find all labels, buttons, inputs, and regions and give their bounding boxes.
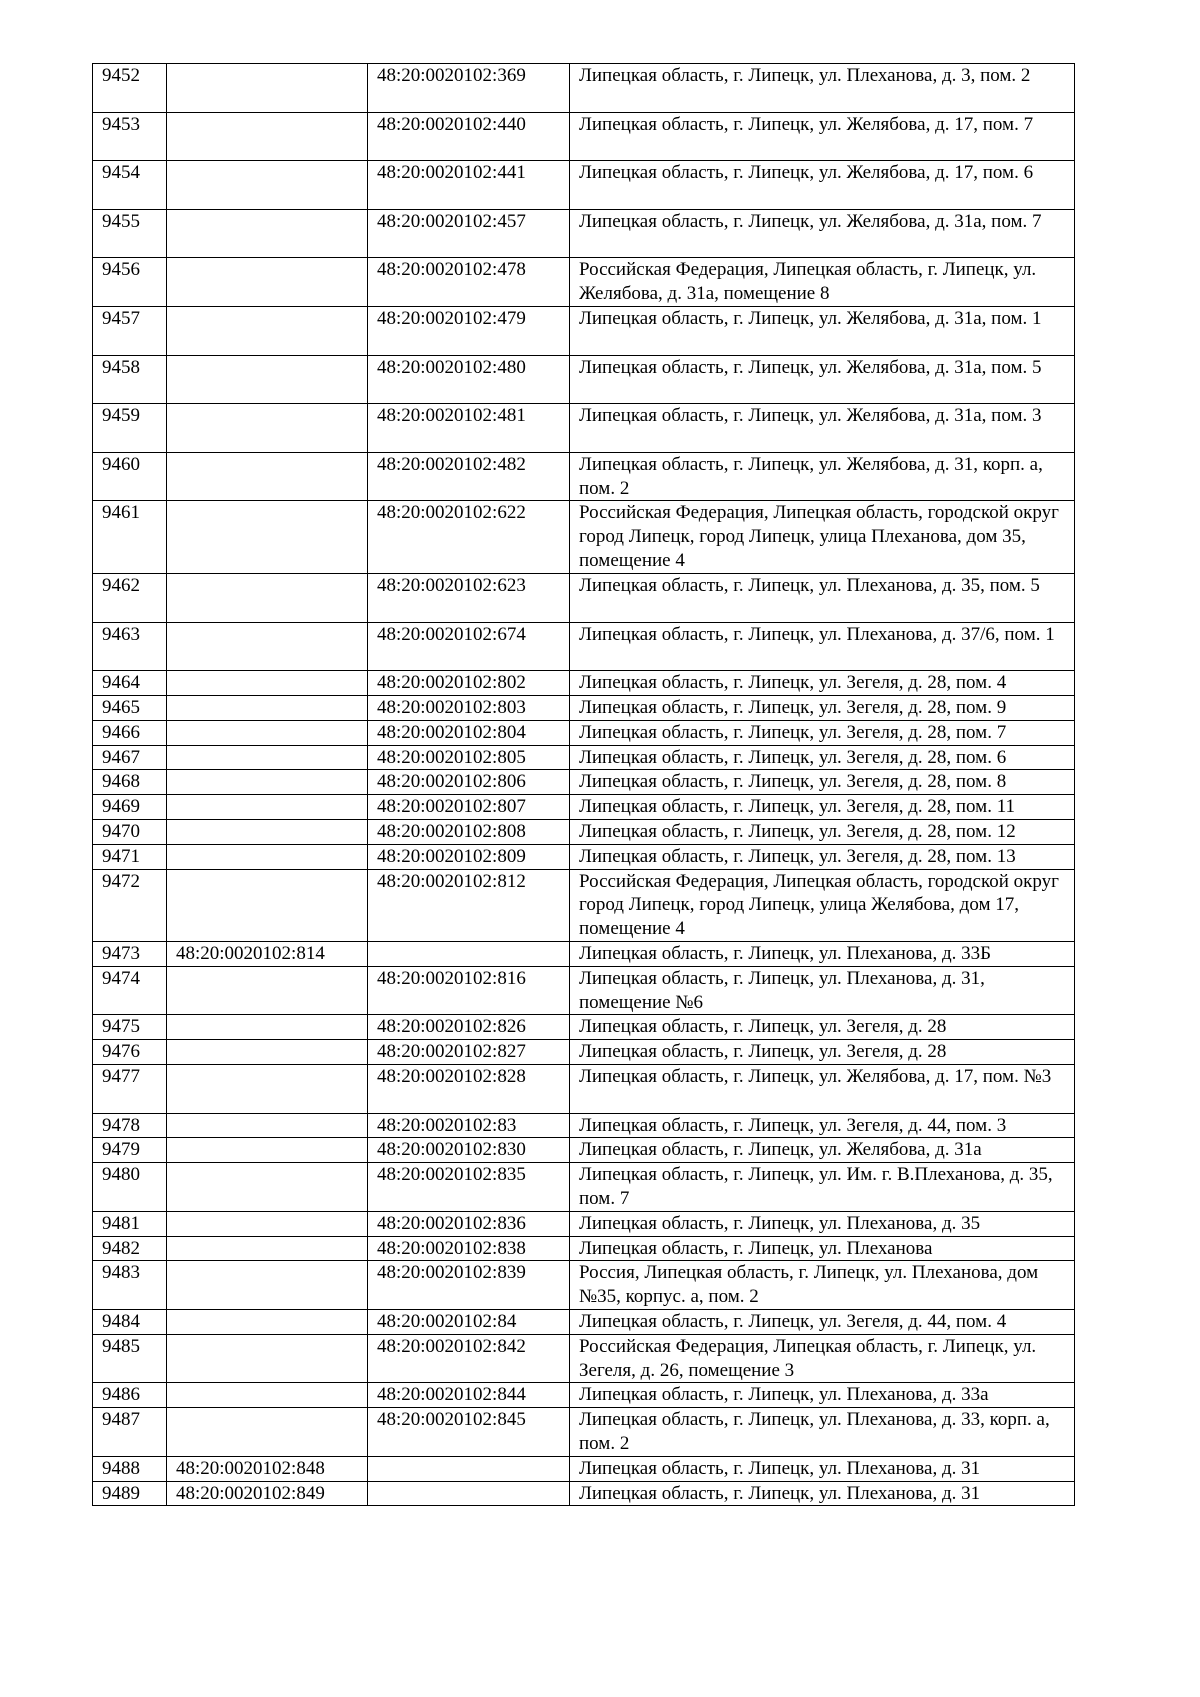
cell-cadastral-number-b: 48:20:0020102:830 — [368, 1138, 570, 1163]
cell-cadastral-number-b: 48:20:0020102:827 — [368, 1040, 570, 1065]
cell-cadastral-number-b: 48:20:0020102:84 — [368, 1310, 570, 1335]
cell-cadastral-number-a — [167, 819, 368, 844]
cell-number: 9482 — [93, 1236, 167, 1261]
cell-number: 9488 — [93, 1456, 167, 1481]
cell-cadastral-number-a — [167, 112, 368, 161]
cell-cadastral-number-a: 48:20:0020102:849 — [167, 1481, 368, 1506]
cell-address: Российская Федерация, Липецкая область, г. Липецк, ул. Зегеля, д. 26, помещение 3 — [570, 1334, 1075, 1383]
cell-cadastral-number-a — [167, 501, 368, 574]
table-row — [93, 404, 1075, 453]
cell-cadastral-number-a — [167, 966, 368, 1015]
cell-cadastral-number-a — [167, 695, 368, 720]
cell-address: Российская Федерация, Липецкая область, городской округ город Липецк, город Липецк, улица Желябова, дом 17, помещение 4 — [570, 869, 1075, 942]
cell-address: Липецкая область, г. Липецк, ул. Желябова, д. 31а, пом. 5 — [570, 355, 1075, 404]
cell-number: 9483 — [93, 1261, 167, 1310]
table-row — [93, 355, 1075, 404]
cell-address: Липецкая область, г. Липецк, ул. Плеханова, д. 35 — [570, 1211, 1075, 1236]
cell-number: 9459 — [93, 404, 167, 453]
cell-cadastral-number-b: 48:20:0020102:812 — [368, 869, 570, 942]
cell-cadastral-number-a — [167, 770, 368, 795]
table-row — [93, 1236, 1075, 1261]
cell-cadastral-number-a — [167, 1310, 368, 1335]
registry-table-body — [93, 64, 1075, 1506]
table-row — [93, 501, 1075, 574]
cell-address: Липецкая область, г. Липецк, ул. Желябова, д. 17, пом. №3 — [570, 1065, 1075, 1114]
cell-cadastral-number-a — [167, 1040, 368, 1065]
cell-address: Липецкая область, г. Липецк, ул. Плеханова, д. 31, помещение №6 — [570, 966, 1075, 1015]
cell-address: Липецкая область, г. Липецк, ул. Зегеля, д. 28, пом. 11 — [570, 795, 1075, 820]
table-row — [93, 795, 1075, 820]
table-row — [93, 819, 1075, 844]
table-row — [93, 1113, 1075, 1138]
table-row — [93, 209, 1075, 258]
cell-cadastral-number-b: 48:20:0020102:802 — [368, 671, 570, 696]
registry-table — [92, 63, 1075, 1506]
cell-address: Липецкая область, г. Липецк, ул. Зегеля, д. 28, пом. 7 — [570, 720, 1075, 745]
cell-number: 9474 — [93, 966, 167, 1015]
cell-number: 9463 — [93, 622, 167, 671]
document-page — [92, 63, 1074, 1506]
cell-cadastral-number-b: 48:20:0020102:83 — [368, 1113, 570, 1138]
cell-cadastral-number-b: 48:20:0020102:482 — [368, 452, 570, 501]
cell-number: 9469 — [93, 795, 167, 820]
cell-cadastral-number-b — [368, 1456, 570, 1481]
cell-address: Российская Федерация, Липецкая область, городской округ город Липецк, город Липецк, улица Плеханова, дом 35, помещение 4 — [570, 501, 1075, 574]
cell-address: Липецкая область, г. Липецк, ул. Плеханова, д. 31 — [570, 1456, 1075, 1481]
cell-address: Липецкая область, г. Липецк, ул. Плеханова, д. 33Б — [570, 942, 1075, 967]
cell-cadastral-number-b: 48:20:0020102:457 — [368, 209, 570, 258]
cell-number: 9484 — [93, 1310, 167, 1335]
cell-number: 9468 — [93, 770, 167, 795]
table-row — [93, 720, 1075, 745]
cell-cadastral-number-a — [167, 1015, 368, 1040]
cell-address: Липецкая область, г. Липецк, ул. Желябова, д. 31а — [570, 1138, 1075, 1163]
cell-cadastral-number-b: 48:20:0020102:441 — [368, 161, 570, 210]
cell-cadastral-number-a — [167, 1138, 368, 1163]
table-row — [93, 1040, 1075, 1065]
cell-cadastral-number-a — [167, 671, 368, 696]
cell-number: 9478 — [93, 1113, 167, 1138]
table-row — [93, 1261, 1075, 1310]
cell-address: Липецкая область, г. Липецк, ул. Зегеля, д. 28, пом. 8 — [570, 770, 1075, 795]
table-row — [93, 112, 1075, 161]
cell-address: Россия, Липецкая область, г. Липецк, ул. Плеханова, дом №35, корпус. а, пом. 2 — [570, 1261, 1075, 1310]
cell-number: 9473 — [93, 942, 167, 967]
cell-address: Липецкая область, г. Липецк, ул. Желябова, д. 31а, пом. 7 — [570, 209, 1075, 258]
cell-number: 9481 — [93, 1211, 167, 1236]
cell-cadastral-number-b: 48:20:0020102:803 — [368, 695, 570, 720]
cell-number: 9462 — [93, 573, 167, 622]
cell-number: 9461 — [93, 501, 167, 574]
table-row — [93, 452, 1075, 501]
cell-number: 9452 — [93, 64, 167, 113]
cell-number: 9466 — [93, 720, 167, 745]
cell-cadastral-number-b: 48:20:0020102:845 — [368, 1408, 570, 1457]
cell-cadastral-number-b: 48:20:0020102:808 — [368, 819, 570, 844]
cell-cadastral-number-b: 48:20:0020102:816 — [368, 966, 570, 1015]
cell-address: Липецкая область, г. Липецк, ул. Им. г. В.Плеханова, д. 35, пом. 7 — [570, 1163, 1075, 1212]
cell-address: Липецкая область, г. Липецк, ул. Желябова, д. 31, корп. а, пом. 2 — [570, 452, 1075, 501]
cell-cadastral-number-b: 48:20:0020102:826 — [368, 1015, 570, 1040]
table-row — [93, 770, 1075, 795]
cell-cadastral-number-a — [167, 795, 368, 820]
table-row — [93, 671, 1075, 696]
cell-address: Липецкая область, г. Липецк, ул. Плеханова, д. 33а — [570, 1383, 1075, 1408]
cell-cadastral-number-b: 48:20:0020102:481 — [368, 404, 570, 453]
cell-cadastral-number-a — [167, 1163, 368, 1212]
cell-cadastral-number-a — [167, 64, 368, 113]
cell-cadastral-number-a — [167, 1211, 368, 1236]
cell-cadastral-number-a — [167, 258, 368, 307]
cell-number: 9479 — [93, 1138, 167, 1163]
table-row — [93, 1481, 1075, 1506]
cell-address: Липецкая область, г. Липецк, ул. Плеханова, д. 3, пом. 2 — [570, 64, 1075, 113]
cell-number: 9453 — [93, 112, 167, 161]
cell-address: Липецкая область, г. Липецк, ул. Зегеля, д. 28, пом. 13 — [570, 844, 1075, 869]
cell-cadastral-number-a — [167, 404, 368, 453]
cell-cadastral-number-a — [167, 622, 368, 671]
cell-cadastral-number-b: 48:20:0020102:369 — [368, 64, 570, 113]
cell-number: 9458 — [93, 355, 167, 404]
cell-cadastral-number-a — [167, 306, 368, 355]
cell-cadastral-number-b: 48:20:0020102:480 — [368, 355, 570, 404]
cell-number: 9485 — [93, 1334, 167, 1383]
cell-cadastral-number-b: 48:20:0020102:836 — [368, 1211, 570, 1236]
cell-address: Липецкая область, г. Липецк, ул. Желябова, д. 31а, пом. 3 — [570, 404, 1075, 453]
cell-number: 9475 — [93, 1015, 167, 1040]
cell-address: Липецкая область, г. Липецк, ул. Плеханова, д. 33, корп. а, пом. 2 — [570, 1408, 1075, 1457]
cell-cadastral-number-a — [167, 1383, 368, 1408]
table-row — [93, 161, 1075, 210]
cell-address: Липецкая область, г. Липецк, ул. Зегеля, д. 28 — [570, 1015, 1075, 1040]
table-row — [93, 966, 1075, 1015]
cell-address: Липецкая область, г. Липецк, ул. Зегеля, д. 28, пом. 4 — [570, 671, 1075, 696]
cell-cadastral-number-b: 48:20:0020102:842 — [368, 1334, 570, 1383]
cell-cadastral-number-a — [167, 209, 368, 258]
table-row — [93, 1334, 1075, 1383]
cell-cadastral-number-a — [167, 844, 368, 869]
cell-cadastral-number-b: 48:20:0020102:478 — [368, 258, 570, 307]
cell-cadastral-number-a: 48:20:0020102:848 — [167, 1456, 368, 1481]
cell-cadastral-number-b: 48:20:0020102:807 — [368, 795, 570, 820]
cell-number: 9487 — [93, 1408, 167, 1457]
table-row — [93, 306, 1075, 355]
cell-cadastral-number-b: 48:20:0020102:440 — [368, 112, 570, 161]
table-row — [93, 695, 1075, 720]
cell-cadastral-number-a — [167, 355, 368, 404]
cell-cadastral-number-a — [167, 161, 368, 210]
table-row — [93, 258, 1075, 307]
cell-address: Липецкая область, г. Липецк, ул. Плеханова — [570, 1236, 1075, 1261]
cell-cadastral-number-b: 48:20:0020102:844 — [368, 1383, 570, 1408]
cell-number: 9472 — [93, 869, 167, 942]
cell-number: 9464 — [93, 671, 167, 696]
table-row — [93, 1383, 1075, 1408]
cell-cadastral-number-a — [167, 452, 368, 501]
cell-cadastral-number-a — [167, 1261, 368, 1310]
cell-address: Липецкая область, г. Липецк, ул. Зегеля, д. 28 — [570, 1040, 1075, 1065]
cell-cadastral-number-a — [167, 1408, 368, 1457]
table-row — [93, 1408, 1075, 1457]
cell-cadastral-number-a — [167, 745, 368, 770]
cell-number: 9465 — [93, 695, 167, 720]
cell-number: 9460 — [93, 452, 167, 501]
cell-cadastral-number-b: 48:20:0020102:479 — [368, 306, 570, 355]
cell-number: 9489 — [93, 1481, 167, 1506]
cell-cadastral-number-b: 48:20:0020102:809 — [368, 844, 570, 869]
cell-number: 9457 — [93, 306, 167, 355]
cell-number: 9486 — [93, 1383, 167, 1408]
table-row — [93, 1456, 1075, 1481]
cell-cadastral-number-b: 48:20:0020102:622 — [368, 501, 570, 574]
cell-address: Российская Федерация, Липецкая область, г. Липецк, ул. Желябова, д. 31а, помещение 8 — [570, 258, 1075, 307]
cell-cadastral-number-b: 48:20:0020102:674 — [368, 622, 570, 671]
table-row — [93, 942, 1075, 967]
cell-cadastral-number-a — [167, 573, 368, 622]
cell-number: 9476 — [93, 1040, 167, 1065]
cell-cadastral-number-b — [368, 942, 570, 967]
cell-number: 9477 — [93, 1065, 167, 1114]
table-row — [93, 1065, 1075, 1114]
cell-cadastral-number-a — [167, 1065, 368, 1114]
cell-cadastral-number-b: 48:20:0020102:806 — [368, 770, 570, 795]
table-row — [93, 622, 1075, 671]
cell-cadastral-number-a — [167, 720, 368, 745]
cell-address: Липецкая область, г. Липецк, ул. Зегеля, д. 28, пом. 9 — [570, 695, 1075, 720]
cell-number: 9454 — [93, 161, 167, 210]
cell-number: 9470 — [93, 819, 167, 844]
cell-number: 9471 — [93, 844, 167, 869]
cell-address: Липецкая область, г. Липецк, ул. Плеханова, д. 37/6, пом. 1 — [570, 622, 1075, 671]
table-row — [93, 1138, 1075, 1163]
table-row — [93, 745, 1075, 770]
cell-address: Липецкая область, г. Липецк, ул. Плеханова, д. 35, пом. 5 — [570, 573, 1075, 622]
table-row — [93, 1211, 1075, 1236]
table-row — [93, 844, 1075, 869]
cell-cadastral-number-a: 48:20:0020102:814 — [167, 942, 368, 967]
cell-address: Липецкая область, г. Липецк, ул. Желябова, д. 17, пом. 6 — [570, 161, 1075, 210]
table-row — [93, 573, 1075, 622]
cell-number: 9480 — [93, 1163, 167, 1212]
cell-cadastral-number-a — [167, 1113, 368, 1138]
cell-address: Липецкая область, г. Липецк, ул. Зегеля, д. 44, пом. 4 — [570, 1310, 1075, 1335]
cell-cadastral-number-b: 48:20:0020102:828 — [368, 1065, 570, 1114]
cell-address: Липецкая область, г. Липецк, ул. Зегеля, д. 28, пом. 12 — [570, 819, 1075, 844]
cell-cadastral-number-a — [167, 1236, 368, 1261]
table-row — [93, 869, 1075, 942]
cell-cadastral-number-b: 48:20:0020102:839 — [368, 1261, 570, 1310]
cell-number: 9467 — [93, 745, 167, 770]
cell-address: Липецкая область, г. Липецк, ул. Зегеля, д. 28, пом. 6 — [570, 745, 1075, 770]
cell-cadastral-number-b: 48:20:0020102:804 — [368, 720, 570, 745]
cell-cadastral-number-b: 48:20:0020102:805 — [368, 745, 570, 770]
cell-address: Липецкая область, г. Липецк, ул. Желябова, д. 31а, пом. 1 — [570, 306, 1075, 355]
cell-cadastral-number-b: 48:20:0020102:623 — [368, 573, 570, 622]
cell-cadastral-number-b: 48:20:0020102:838 — [368, 1236, 570, 1261]
cell-address: Липецкая область, г. Липецк, ул. Желябова, д. 17, пом. 7 — [570, 112, 1075, 161]
table-row — [93, 1015, 1075, 1040]
cell-cadastral-number-a — [167, 869, 368, 942]
cell-number: 9456 — [93, 258, 167, 307]
cell-cadastral-number-a — [167, 1334, 368, 1383]
cell-number: 9455 — [93, 209, 167, 258]
cell-address: Липецкая область, г. Липецк, ул. Плеханова, д. 31 — [570, 1481, 1075, 1506]
cell-cadastral-number-b — [368, 1481, 570, 1506]
table-row — [93, 64, 1075, 113]
cell-address: Липецкая область, г. Липецк, ул. Зегеля, д. 44, пом. 3 — [570, 1113, 1075, 1138]
table-row — [93, 1163, 1075, 1212]
table-row — [93, 1310, 1075, 1335]
cell-cadastral-number-b: 48:20:0020102:835 — [368, 1163, 570, 1212]
